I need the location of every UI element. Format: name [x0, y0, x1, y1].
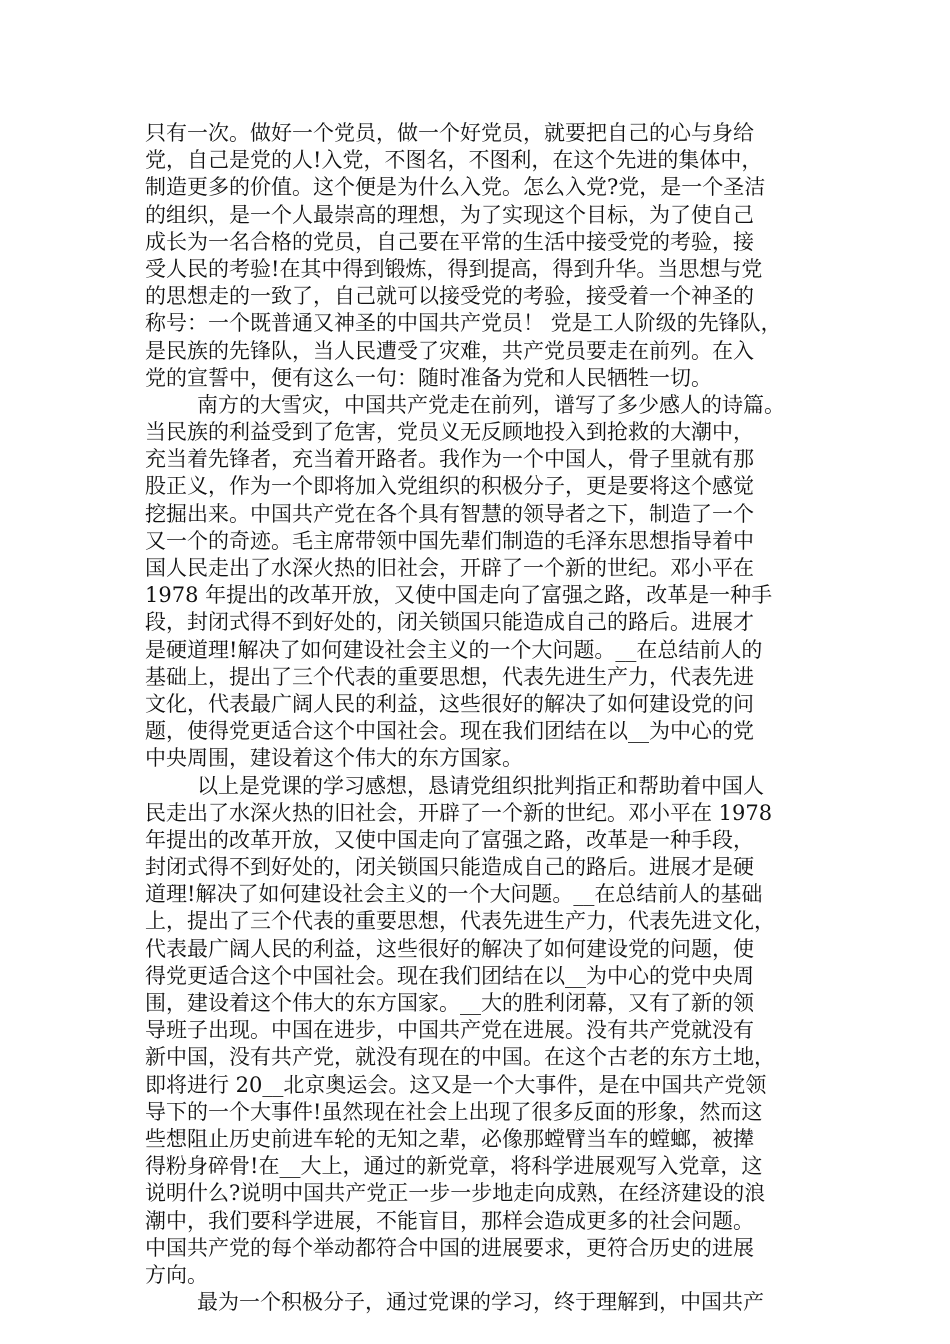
text-line: 得党更适合这个中国社会。现在我们团结在以__为中心的党中央周 [145, 963, 754, 988]
paragraph [145, 392, 815, 773]
text-line: 制造更多的价值。这个便是为什么入党。怎么入党?党，是一个圣洁 [145, 175, 766, 200]
document-body [145, 120, 815, 1316]
paragraph [145, 120, 815, 392]
text-line: 些想阻止历史前进车轮的无知之辈，必像那螳臂当车的螳螂，被撵 [145, 1126, 754, 1151]
text-line: 1978 年提出的改革开放，又使中国走向了富强之路，改革是一种手 [145, 583, 773, 608]
text-line: 是民族的先锋队，当人民遭受了灾难，共产党员要走在前列。在入 [145, 338, 754, 363]
text-line: 股正义，作为一个即将加入党组织的积极分子，更是要将这个感觉 [145, 474, 754, 499]
text-line: 年提出的改革开放，又使中国走向了富强之路，改革是一种手段， [145, 827, 754, 852]
text-line: 成长为一名合格的党员，自己要在平常的生活中接受党的考验，接 [145, 229, 754, 254]
text-line: 导下的一个大事件!虽然现在社会上出现了很多反面的形象，然而这 [145, 1099, 763, 1124]
text-line: 导班子出现。中国在进步，中国共产党在进展。没有共产党就没有 [145, 1018, 754, 1043]
text-line: 道理!解决了如何建设社会主义的一个大问题。__在总结前人的基础 [145, 882, 763, 907]
text-line: 围，建设着这个伟大的东方国家。__大的胜利闭幕，又有了新的领 [145, 991, 754, 1015]
text-line: 党，自己是党的人!入党，不图名，不图利，在这个先进的集体中， [145, 148, 763, 173]
text-line: 挖掘出来。中国共产党在各个具有智慧的领导者之下，制造了一个 [145, 501, 754, 526]
paragraph [145, 1289, 815, 1316]
text-line: 文化，代表最广阔人民的利益，这些很好的解决了如何建设党的问 [145, 691, 754, 716]
text-line: 只有一次。做好一个党员，做一个好党员，就要把自己的心与身给 [145, 121, 754, 145]
text-line: 民走出了水深火热的旧社会，开辟了一个新的世纪。邓小平在 1978 [145, 800, 773, 825]
text-line: 最为一个积极分子，通过党课的学习，终于理解到，中国共产 [197, 1290, 764, 1315]
text-line: 国人民走出了水深火热的旧社会，开辟了一个新的世纪。邓小平在 [145, 556, 754, 580]
text-line: 上，提出了三个代表的重要思想，代表先进生产力，代表先进文化， [145, 909, 775, 934]
text-line: 封闭式得不到好处的，闭关锁国只能造成自己的路后。进展才是硬 [145, 855, 754, 880]
text-line: 充当着先锋者，充当着开路者。我作为一个中国人，骨子里就有那 [145, 447, 754, 472]
text-line: 中国共产党的每个举动都符合中国的进展要求，更符合历史的进展 [145, 1235, 754, 1260]
text-line: 当民族的利益受到了危害，党员义无反顾地投入到抢救的大潮中， [145, 420, 754, 445]
text-line: 潮中，我们要科学进展，不能盲目，那样会造成更多的社会问题。 [145, 1208, 754, 1233]
text-line: 新中国，没有共产党，就没有现在的中国。在这个古老的东方土地， [145, 1045, 775, 1070]
text-line: 基础上，提出了三个代表的重要思想，代表先进生产力，代表先进 [145, 664, 754, 689]
text-line: 是硬道理!解决了如何建设社会主义的一个大问题。__在总结前人的 [145, 637, 763, 662]
text-line: 方向。 [145, 1262, 208, 1287]
text-line: 称号：一个既普通又神圣的中国共产党员！ 党是工人阶级的先锋队， [145, 311, 782, 336]
text-line: 又一个的奇迹。毛主席带领中国先辈们制造的毛泽东思想指导着中 [145, 528, 754, 553]
text-line: 代表最广阔人民的利益，这些很好的解决了如何建设党的问题，使 [145, 936, 754, 961]
text-line: 党的宣誓中，便有这么一句：随时准备为党和人民牺牲一切。 [145, 365, 712, 390]
text-line: 的组织，是一个人最崇高的理想，为了实现这个目标，为了使自己 [145, 202, 754, 227]
text-line: 以上是党课的学习感想，恳请党组织批判指正和帮助着中国人 [197, 773, 764, 798]
text-line: 中央周围，建设着这个伟大的东方国家。 [145, 746, 523, 771]
text-line: 受人民的考验!在其中得到锻炼，得到提高，得到升华。当思想与党 [145, 256, 763, 281]
text-line: 说明什么?说明中国共产党正一步一步地走向成熟，在经济建设的浪 [145, 1181, 766, 1206]
text-line: 的思想走的一致了，自己就可以接受党的考验，接受着一个神圣的 [145, 284, 754, 309]
text-line: 南方的大雪灾，中国共产党走在前列，谱写了多少感人的诗篇。 [197, 392, 785, 417]
text-line: 题，使得党更适合这个中国社会。现在我们团结在以__为中心的党 [145, 719, 754, 744]
paragraph [145, 773, 815, 1290]
text-line: 得粉身碎骨!在__大上，通过的新党章，将科学进展观写入党章，这 [145, 1154, 763, 1179]
text-line: 即将进行 20__北京奥运会。这又是一个大事件，是在中国共产党领 [145, 1072, 767, 1097]
text-line: 段，封闭式得不到好处的，闭关锁国只能造成自己的路后。进展才 [145, 610, 754, 635]
